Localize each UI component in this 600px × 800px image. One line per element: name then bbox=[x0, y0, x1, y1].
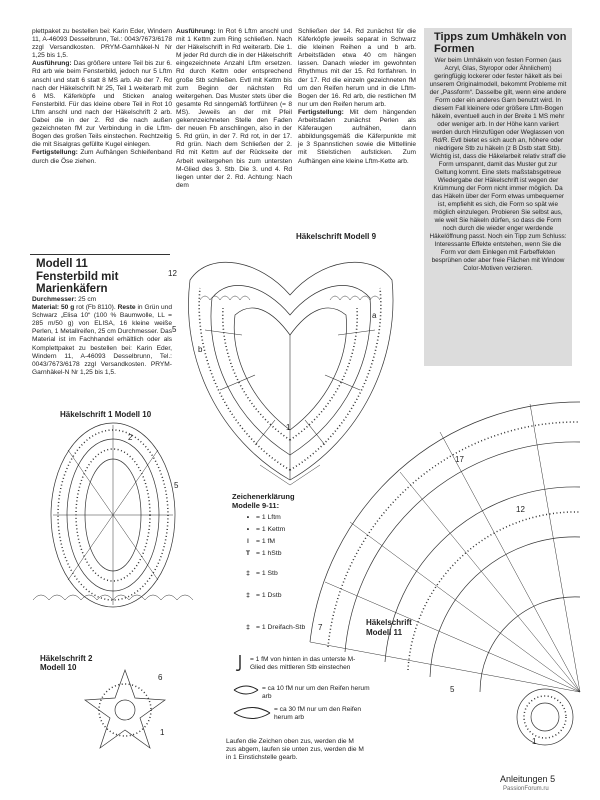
legend-item-stb bbox=[240, 570, 278, 578]
col1-fertig-label: Fertigstellung: bbox=[32, 149, 78, 157]
legend-text: = 1 Dstb bbox=[256, 592, 282, 599]
legend-item-hstb bbox=[240, 550, 282, 558]
column-3-text bbox=[298, 28, 416, 166]
chart11-round-1: 1 bbox=[532, 737, 537, 746]
dreifach-stb-symbol: ‡ bbox=[246, 624, 250, 631]
chart11-flower-chain bbox=[524, 696, 566, 738]
lftm-symbol: • bbox=[246, 514, 250, 521]
chart10b-star bbox=[85, 670, 165, 748]
durchmesser-value: 25 cm bbox=[76, 296, 97, 303]
page-number: 5 bbox=[550, 774, 556, 784]
col1-ausfuehrung-text: Das größere untere Teil bis zur 6. Rd arb wie beim Fensterbild, jedoch nur 5 Lftm anschl und statt 6 statt 8 MS arb. Ab der 7. Rd nach der Häkelschrift Nr 25, Teil 1 weiterarb mit 6 MS. Käferköpfe und Sticken analog Fensterbild. Für das kleine obere Teil in Rot 10 Lftm anschl und nach der Häkelschrift 2 arb. Dabei die in der 2. Rd die nach außen gezeichneten fM zur Verbindung in die Lftm-Bogen des großen Teils einstechen. Rechtzeitig die mit Sisalgras gefüllte Kugel einlegen. bbox=[32, 60, 172, 149]
stb-symbol: ‡ bbox=[246, 570, 250, 577]
reste-label: Reste bbox=[117, 304, 136, 312]
legend-item-lftm bbox=[240, 514, 281, 522]
chart-label-model-9: Häkelschrift Modell 9 bbox=[296, 232, 377, 241]
kettm-symbol: • bbox=[246, 526, 250, 533]
page-footer bbox=[500, 774, 555, 784]
legend-text: = 1 Lftm bbox=[256, 514, 281, 521]
chart-label-model-10: Häkelschrift 1 Modell 10 bbox=[60, 410, 152, 419]
chart11-chain-1 bbox=[328, 422, 580, 647]
material-d: in Grün und Schwarz „Elisa 10“ (100 % Baumwolle, LL = 285 m/50 g) von ELISA, 16 kleine weiße Perlen, 1 Metallreifen, 25 cm Durchmesser. Das Material ist im Fachhandel erhältlich oder als Komplettpaket zu bestellen bei: Karin Eder, Windern 11, A-46093 Desselbrunn, Tel.: 0043/7673/6178 zzgl Versandkosten. PRYM-Garnhäkel-N Nr 1,25 bis 1,5. bbox=[32, 304, 172, 376]
dstb-symbol: ‡ bbox=[246, 592, 250, 599]
tips-body: Wer beim Umhäkeln von festen Formen (aus Acryl, Glas, Styropor oder Ähnlichem) geringfügig lockerer oder fester häkelt als bei unserem Originalmodell, bekommt Probleme mit der „Passform“. Dasselbe gilt, wenn eine andere Form oder ein anderes Garn benutzt wird. In diesem Fall kleinere oder größere Lftm-Bogen häkeln, eventuell auch in der Breite 1 MS mehr oder weniger arb. In der Höhe kann variiert werden durch Hinzufügen oder Weglassen von Rd/R. Evtl bietet es sich auch an, höhere oder niedrigere Stb zu häkeln (z B Dstb statt Stb). Wichtig ist, dass die Häkelarbeit relativ straff die Form umspannt, damit das Muster gut zur Geltung kommt. Eine stets maßstabsgetreue Wiedergabe der Häkelschrift ist wegen der Krümmung der Form nicht immer möglich. Da das Häkeln über der Form etwas umbequemer ist, empfiehlt es sich, die Form so spät wie möglich einzulegen. Probieren Sie selbst aus, wie weit Sie häkeln dürfen, so dass die Form noch durch die wieder enger werdende Häkelöffnung passt. Noch ein Tipp zum Schluss: Interessante Effekte entstehen, wenn Sie die Form vor dem Einlegen mit Farbeffekten besprühen oder aber freie Flächen mit Window Color-Motiven verzieren. bbox=[429, 57, 567, 272]
chart11-spoke-3 bbox=[440, 432, 580, 692]
chart11-spoke-4 bbox=[530, 404, 580, 692]
material-label: Material: bbox=[32, 304, 60, 312]
chart9-round-12: 12 bbox=[168, 269, 177, 278]
chart9-spoke-6 bbox=[255, 420, 275, 445]
chart11-spoke-6 bbox=[325, 582, 580, 692]
chart9-scallop-left bbox=[200, 296, 250, 300]
model-11-title: Modell 11 bbox=[36, 258, 88, 270]
legend-title: Zeichenerklärung Modelle 9-11: bbox=[232, 492, 295, 510]
footer-section: Anleitungen bbox=[500, 774, 548, 784]
column-1-text bbox=[32, 28, 172, 166]
col3-fertig-label: Fertigstellung: bbox=[298, 108, 344, 116]
legend-item-fm bbox=[240, 538, 275, 546]
durchmesser-label: Durchmesser: bbox=[32, 296, 77, 303]
col2-ausfuehrung-label: Ausführung: bbox=[176, 28, 216, 35]
chart10b-ring bbox=[115, 700, 135, 720]
fm-symbol: ǀ bbox=[247, 538, 249, 545]
chart-label-model-10-2a: Häkelschrift 2 bbox=[40, 654, 93, 663]
legend-text: = 1 hStb bbox=[256, 550, 282, 557]
tips-box bbox=[424, 28, 572, 366]
chart11-round-7: 7 bbox=[318, 623, 323, 632]
chart11-round-12: 12 bbox=[516, 505, 525, 514]
legend-item-kettm bbox=[240, 526, 285, 534]
chart-label-model-10-2b: Modell 10 bbox=[40, 663, 77, 672]
col1-fertig-text: Zum Aufhängen Schleifenband durch die Öse ziehen. bbox=[32, 149, 172, 165]
hstb-symbol: T bbox=[245, 550, 251, 557]
legend-hinten-symbol bbox=[232, 654, 246, 672]
legend-item-hinten: = 1 fM von hinten in das unterste M-Glied des mittleren Stb einstechen bbox=[250, 656, 356, 671]
legend-item-ca10: = ca 10 fM nur um den Reifen herum arb bbox=[262, 685, 370, 700]
chart-label-model-11b: Modell 11 bbox=[366, 628, 403, 637]
legend-text: = 1 Kettm bbox=[256, 526, 286, 533]
legend-ca10-symbol bbox=[232, 684, 260, 696]
legend-text: = 1 Stb bbox=[256, 570, 278, 577]
chart11-arc-inner bbox=[480, 597, 580, 692]
model-11-materials bbox=[32, 296, 172, 377]
chart10-round-5: 5 bbox=[174, 481, 179, 490]
watermark: PassionForum.ru bbox=[503, 786, 549, 792]
model-11-heading bbox=[30, 254, 170, 299]
chart9-round-5: 5 bbox=[172, 325, 177, 334]
chart11-spoke-2 bbox=[350, 522, 580, 692]
col3-fertig-text: Mit dem hängenden Arbeitsfaden zunächst Perlen als Käferaugen aufnähen, dann abbildungsgemäß die Käferpunkte mit je 3 Spannstichen sowie die Mittellinie mit Stielstichen aufsticken. Zum Aufhängen eine kleine Lftm-Kette arb. bbox=[298, 108, 416, 165]
chart11-spoke-5 bbox=[400, 472, 580, 692]
model-11-material bbox=[32, 304, 172, 377]
chart9-round-1: 1 bbox=[286, 423, 291, 432]
col2-paragraph bbox=[176, 28, 292, 190]
chart11-arc-outer bbox=[310, 402, 580, 642]
chart10b-round-6: 6 bbox=[158, 673, 163, 682]
chart10b-round-1: 1 bbox=[160, 728, 165, 737]
col1-intro: plettpaket zu bestellen bei: Karin Eder, Windern 11, A-46093 Desselbrunn, Tel.: 0043/7673/6178 zzgl Versandkosten. PRYM-Garnhäkel-N Nr 1,25 bis 1,5. bbox=[32, 28, 172, 60]
chart9-label-a: a bbox=[372, 311, 377, 320]
legend-note: Laufen die Zeichen oben zus, werden die M zus abgem, laufen sie unten zus, werden die M in 1 Einstichstelle gearb. bbox=[226, 738, 364, 761]
col3-text1: Schließen der 14. Rd zunächst für die Käferköpfe jeweils separat in Schwarz die kleinen Reihen a und b arb. Arbeitsfäden etwa 40 cm hängen lassen. Danach wieder im gewohnten Rhythmus mit der 15. Rd fortfahren. In der 17. Rd die einzeln gezeichneten fM um den Reifen herum und in die Lftm-Bogen der 16. Rd arb, die restlichen fM nur um den Reifen herum arb. bbox=[298, 28, 416, 108]
chart11-arc-4 bbox=[430, 537, 580, 677]
column-2-text bbox=[176, 28, 292, 190]
chart9-chain-1 bbox=[199, 288, 290, 470]
chart11-arc-3 bbox=[385, 487, 580, 662]
chart9-chain-3 bbox=[223, 308, 290, 440]
chart9-label-b: b bbox=[198, 345, 203, 354]
col2-ausfuehrung-text: In Rot 6 Lftm anschl und mit 1 Kettm zum Ring schließen. Nach der Häkelschrift in Rd weiterarb. Die 1. M jeder Rd durch die in der Häkelschrift eingezeichnete Anzahl Lftm ersetzen. Rd durch Kettm oder entsprechend große Stb schließen. Evtl mit Kettm bis zum Beginn der nächsten Rd weitergehen. Das Muster stets über die gesamte Rd sinngemäß fortführen (= 8 MS). Jeweils an der mit Pfeil gekennzeichneten Stelle den Faden der neuen Fb anschlingen, also in der 5. Rd grün, in der 7. Rd rot, in der 17. Rd grün. Nach dem Schließen der 2. Rd mit Kettm auf der Rückseite der Arbeit weitergehen bis zum untersten M-Glied des 3. Stb. Die 3. und 4. Rd liegen unter der 2. Rd. Achtung: Nach dem bbox=[176, 28, 292, 189]
chart11-chain-2 bbox=[408, 512, 580, 670]
chart11-flower-outer bbox=[517, 689, 573, 745]
legend-item-ca30: = ca 30 fM nur um den Reifen herum arb bbox=[274, 706, 362, 721]
chart11-round-5: 5 bbox=[450, 685, 455, 694]
chart9-scallop-right bbox=[330, 296, 380, 300]
legend-text: = 1 Dreifach-Stb bbox=[256, 624, 306, 631]
chart10-round-2: 2 bbox=[128, 433, 133, 442]
col1-fertig bbox=[32, 149, 172, 165]
chart9-spoke-2 bbox=[220, 375, 255, 390]
legend-ca30-symbol bbox=[232, 706, 272, 720]
crochet-chart-model-10 bbox=[28, 420, 198, 620]
chart-label-model-11a: Häkelschrift bbox=[366, 618, 412, 627]
col1-ausfuehrung bbox=[32, 60, 172, 149]
col1-ausfuehrung-label: Ausführung: bbox=[32, 60, 72, 68]
crochet-chart-model-10-part-2 bbox=[80, 660, 170, 760]
col3-fertig bbox=[298, 109, 416, 166]
model-11-subtitle: Fensterbild mit Marienkäfern bbox=[36, 270, 119, 295]
tips-title: Tipps zum Umhäkeln von Formen bbox=[434, 31, 567, 55]
legend-text: = 1 fM bbox=[256, 538, 276, 545]
legend-item-dreifach-stb bbox=[240, 624, 305, 632]
material-c: rot (Fb 8110). bbox=[74, 304, 118, 312]
chart9-spoke-4 bbox=[205, 330, 242, 335]
chart11-round-17: 17 bbox=[455, 455, 464, 464]
material-amount: 50 g bbox=[61, 304, 75, 312]
model-11-durchmesser bbox=[32, 296, 172, 304]
chart11-flower-inner bbox=[531, 703, 559, 731]
legend-item-dstb bbox=[240, 592, 282, 600]
